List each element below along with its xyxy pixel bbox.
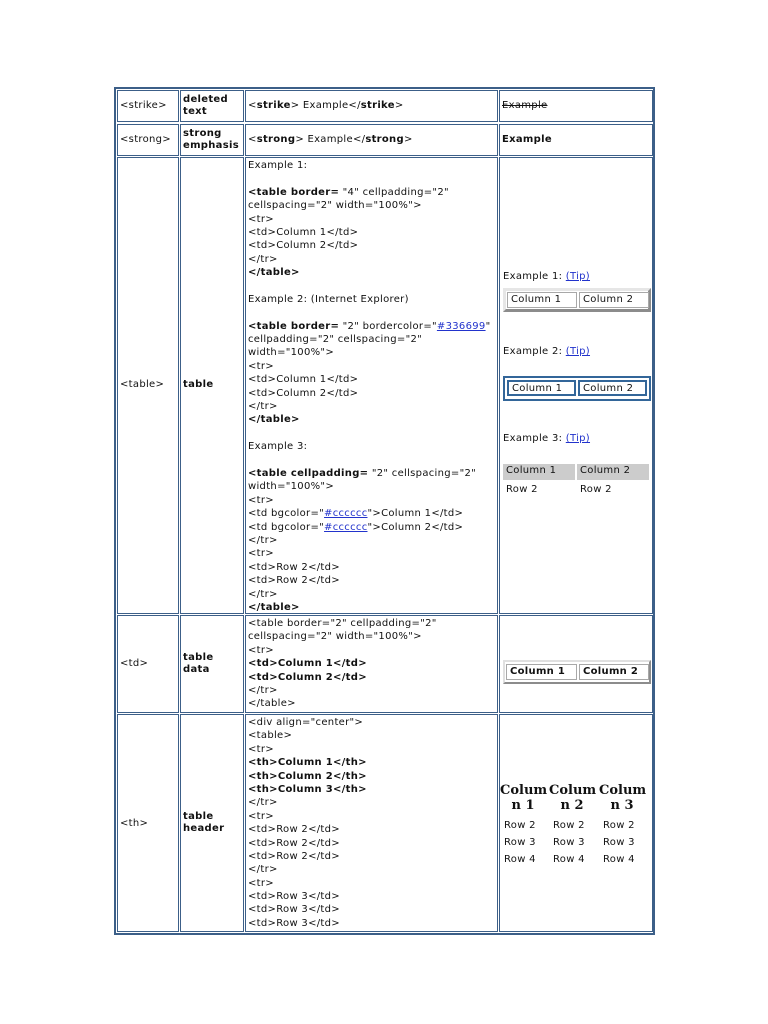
code-line: <strong> Example</strong> xyxy=(248,134,413,145)
desc-line: table xyxy=(183,811,214,822)
example-2-label: Example 2: (Tip) xyxy=(503,346,591,357)
cell-tag-strong xyxy=(117,124,179,156)
cell-tag-th xyxy=(117,714,179,932)
code-line: <div align="center"> xyxy=(248,717,364,728)
th-cell: Row 3 xyxy=(504,837,536,848)
code-line: </tr> xyxy=(248,684,278,696)
code-line: <td>Row 3</td> xyxy=(248,917,340,929)
cell-code-table xyxy=(245,157,498,614)
example-1-label: Example 1: (Tip) xyxy=(503,271,591,282)
th-cell: Row 2 xyxy=(553,820,585,831)
example-1-cell: Column 1 xyxy=(507,292,577,308)
code-line: </tr> xyxy=(248,253,278,265)
th-header-2: Colum n 2 xyxy=(549,783,597,813)
code-line: <strike> Example</strike> xyxy=(248,100,404,111)
code-line: cellspacing="2" width="100%"> xyxy=(248,200,422,212)
code-line: </tr> xyxy=(248,864,278,876)
example-2-cell: Column 2 xyxy=(578,380,647,396)
code-line: <td>Column 2</td> xyxy=(248,387,359,399)
cell-desc-td xyxy=(180,615,244,713)
strike-example: Example xyxy=(502,100,548,111)
cell-code-strike xyxy=(245,90,498,122)
tip-link[interactable]: (Tip) xyxy=(565,346,591,357)
code-line: <td>Column 1</td> xyxy=(248,226,359,238)
desc-line: header xyxy=(183,823,225,834)
cell-desc-strong xyxy=(180,124,244,156)
th-cell: Row 2 xyxy=(603,820,635,831)
cell-code-th xyxy=(245,714,498,932)
code-line: <tr> xyxy=(248,213,274,225)
code-line: <td>Row 3</td> xyxy=(248,904,340,916)
code-line: <table cellpadding= "2" cellspacing="2" xyxy=(248,467,477,479)
code-line: <tr> xyxy=(248,494,274,506)
desc-line: deleted xyxy=(183,94,228,105)
example-1-cell: Column 2 xyxy=(579,292,649,308)
color-link[interactable]: #cccccc xyxy=(324,521,368,533)
code-line: <tr> xyxy=(248,877,274,889)
code-line: <td bgcolor="#cccccc">Column 2</td> xyxy=(248,521,464,533)
code-line: width="100%"> xyxy=(248,481,335,493)
th-cell: Row 4 xyxy=(553,854,585,865)
code-line: <td>Column 2</td> xyxy=(248,240,359,252)
example-3-label: Example 3: (Tip) xyxy=(503,433,591,444)
code-line: Example 1: xyxy=(248,160,308,171)
cell-desc-th xyxy=(180,714,244,932)
tag-name: <td> xyxy=(120,658,149,669)
code-block xyxy=(248,159,496,614)
tag-name: <table> xyxy=(120,379,165,390)
desc-line: strong xyxy=(183,128,222,139)
code-line: </table> xyxy=(248,267,300,279)
cell-desc-table xyxy=(180,157,244,614)
example-1-table xyxy=(503,288,651,312)
code-line: </table> xyxy=(248,601,300,613)
code-line: <td>Column 1</td> xyxy=(248,374,359,386)
code-line: <td>Row 2</td> xyxy=(248,837,340,849)
th-cell: Row 4 xyxy=(603,854,635,865)
code-line: </table> xyxy=(248,698,296,710)
desc-line: table xyxy=(183,379,214,390)
code-line: <tr> xyxy=(248,810,274,822)
code-line: <td>Row 2</td> xyxy=(248,850,340,862)
code-line: <td>Row 3</td> xyxy=(248,891,340,903)
example-3-table xyxy=(503,464,651,504)
code-line: <td>Row 2</td> xyxy=(248,561,340,573)
code-block xyxy=(248,716,496,930)
desc-line: emphasis xyxy=(183,140,239,151)
cell-code-strong xyxy=(245,124,498,156)
code-line: Example 3: xyxy=(248,441,308,453)
cell-tag-table xyxy=(117,157,179,614)
tag-name: <strike> xyxy=(120,100,167,111)
example-3-cell: Column 2 xyxy=(577,464,649,480)
strong-example: Example xyxy=(502,134,552,145)
code-line: cellpadding="2" cellspacing="2" xyxy=(248,334,423,346)
code-line: <tr> xyxy=(248,548,274,560)
code-block xyxy=(248,617,496,711)
example-2-cell: Column 1 xyxy=(507,380,576,396)
color-link[interactable]: #cccccc xyxy=(324,508,368,520)
code-line: <table border= "4" cellpadding="2" xyxy=(248,186,449,198)
code-line: width="100%"> xyxy=(248,347,335,359)
desc-line: data xyxy=(183,664,210,675)
cell-tag-strike xyxy=(117,90,179,122)
th-cell: Row 3 xyxy=(553,837,585,848)
desc-line: table xyxy=(183,652,214,663)
th-cell: Row 3 xyxy=(603,837,635,848)
example-3-cell: Row 2 xyxy=(506,484,538,495)
cell-result-table xyxy=(499,157,653,614)
color-link[interactable]: #336699 xyxy=(436,320,486,332)
cell-desc-strike xyxy=(180,90,244,122)
code-line: <td bgcolor="#cccccc">Column 1</td> xyxy=(248,508,464,520)
code-line: <tr> xyxy=(248,743,274,755)
td-example-cell: Column 1 xyxy=(506,664,577,680)
cell-result-td xyxy=(499,615,653,713)
code-line: <td>Row 2</td> xyxy=(248,575,340,587)
tip-link[interactable]: (Tip) xyxy=(565,433,591,444)
code-line: </tr> xyxy=(248,401,278,413)
code-line: </tr> xyxy=(248,797,278,809)
th-cell: Row 2 xyxy=(504,820,536,831)
tag-name: <th> xyxy=(120,818,149,829)
td-example-cell: Column 2 xyxy=(579,664,649,680)
cell-result-th xyxy=(499,714,653,932)
code-line: Example 2: (Internet Explorer) xyxy=(248,293,409,305)
cell-result-strong xyxy=(499,124,653,156)
desc-line: text xyxy=(183,106,207,117)
code-line: <td>Column 2</td> xyxy=(248,671,367,683)
cell-code-td xyxy=(245,615,498,713)
th-cell: Row 4 xyxy=(504,854,536,865)
code-line: <td>Column 1</td> xyxy=(248,658,367,670)
example-3-cell: Column 1 xyxy=(503,464,575,480)
example-2-table xyxy=(503,376,651,401)
html-tags-reference-table xyxy=(114,87,655,935)
tag-name: <strong> xyxy=(120,134,171,145)
code-line: <td>Row 2</td> xyxy=(248,824,340,836)
code-line: <table border= "2" bordercolor="#336699" xyxy=(248,320,491,332)
th-header-1: Colum n 1 xyxy=(500,783,548,813)
code-line: </table> xyxy=(248,414,300,426)
code-line: cellspacing="2" width="100%"> xyxy=(248,631,422,643)
code-line: <table> xyxy=(248,730,293,742)
th-header-3: Colum n 3 xyxy=(599,783,647,813)
td-example-table xyxy=(503,660,651,684)
code-line: </tr> xyxy=(248,588,278,600)
code-line: <tr> xyxy=(248,644,274,656)
code-line: <tr> xyxy=(248,360,274,372)
code-line: </tr> xyxy=(248,534,278,546)
code-line: <th>Column 3</th> xyxy=(248,783,367,795)
cell-tag-td xyxy=(117,615,179,713)
example-3-cell: Row 2 xyxy=(580,484,612,495)
cell-result-strike xyxy=(499,90,653,122)
code-line: <th>Column 1</th> xyxy=(248,757,367,769)
code-line: <th>Column 2</th> xyxy=(248,770,367,782)
code-line: <table border="2" cellpadding="2" xyxy=(248,618,437,629)
tip-link[interactable]: (Tip) xyxy=(565,271,591,282)
